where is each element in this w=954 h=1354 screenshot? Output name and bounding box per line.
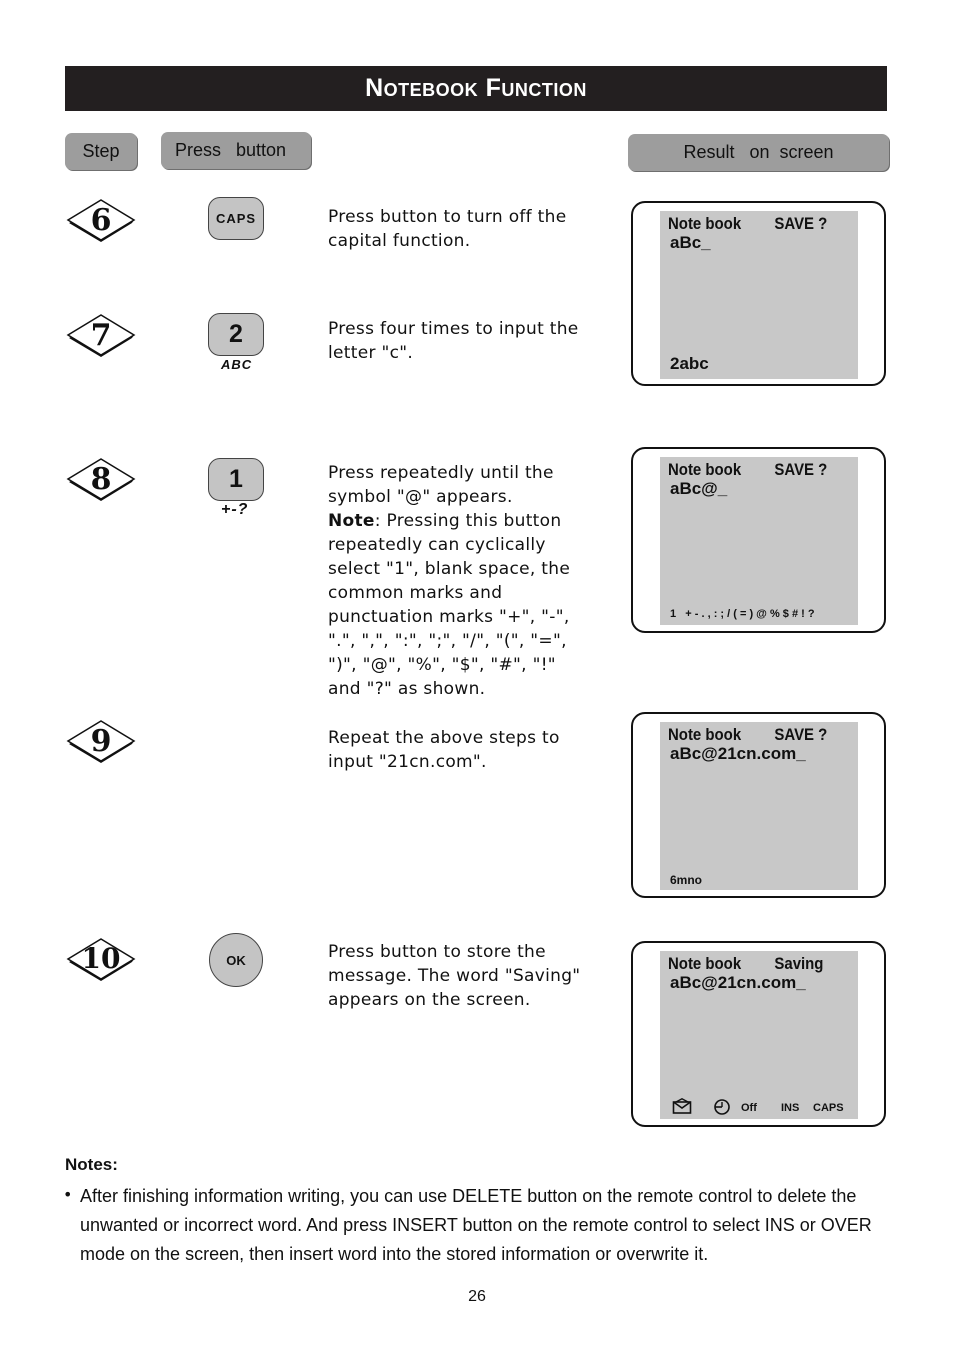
step-8-description	[328, 461, 590, 701]
step-9-badge	[66, 719, 136, 763]
notes-text: After finishing information writing, you can use DELETE button on the remote control to delete the unwanted or incorrect word. And press INSERT button on the remote control to select INS or OVER mode on the screen, then insert word into the stored information or overwrite it.	[80, 1186, 872, 1264]
screen-1-header	[668, 214, 827, 234]
screen-1-status: SAVE ?	[774, 214, 828, 233]
screen-4-mode: Note book	[668, 954, 742, 973]
page-number: 26	[468, 1288, 486, 1305]
step-6-description: Press button to turn off the capital function.	[328, 207, 567, 251]
screen-2-text: aBc@_	[670, 479, 728, 498]
header-press-button	[161, 132, 311, 169]
number-2-button[interactable]	[208, 313, 264, 356]
number-2-button-label: 2	[229, 320, 243, 348]
screen-4-header	[668, 954, 823, 974]
notes-heading: Notes:	[65, 1155, 118, 1174]
step-7-description: Press four times to input the letter "c".	[328, 319, 579, 363]
screen-2-header	[668, 460, 827, 480]
result-screen-4	[631, 941, 886, 1127]
ok-button[interactable]	[209, 933, 263, 987]
page-title-bar	[65, 66, 887, 111]
step-10-number: 10	[81, 942, 121, 975]
step-8-number: 8	[90, 462, 112, 497]
result-screen-2	[631, 447, 886, 633]
screen-4-caps-indicator: CAPS	[813, 1102, 844, 1114]
screen-4-status: Saving	[774, 954, 824, 973]
clock-icon	[711, 1099, 733, 1115]
step-6-number: 6	[90, 203, 112, 238]
step-7-number: 7	[90, 318, 112, 353]
screen-1-mode: Note book	[668, 214, 742, 233]
screen-3-header	[668, 725, 827, 745]
step-10-badge	[66, 937, 136, 981]
screen-4-ins-indicator: INS	[781, 1102, 800, 1114]
caps-button-label: CAPS	[215, 211, 257, 226]
screen-2-footer: 1 + - . , : ; / ( = ) @ % $ # ! ?	[670, 608, 815, 620]
envelope-icon	[672, 1098, 692, 1114]
number-1-button-sublabel: +-?	[221, 501, 249, 518]
result-screen-1	[631, 201, 886, 386]
step-8-note-label: Note	[328, 511, 375, 531]
screen-4-alarm-status: Off	[741, 1102, 757, 1114]
lcd-display-4	[660, 951, 858, 1119]
lcd-display-1	[660, 211, 858, 379]
header-result-label: Result on screen	[683, 142, 834, 162]
number-1-button[interactable]	[208, 458, 264, 501]
screen-1-footer: 2abc	[670, 354, 709, 373]
screen-2-mode: Note book	[668, 460, 742, 479]
notes-bullet: •	[63, 1185, 73, 1204]
screen-3-mode: Note book	[668, 725, 742, 744]
page-title: Notebook Function	[365, 74, 587, 102]
header-step	[65, 133, 137, 170]
screen-2-status: SAVE ?	[774, 460, 828, 479]
lcd-display-2	[660, 457, 858, 625]
result-screen-3	[631, 712, 886, 898]
step-8-badge	[66, 457, 136, 501]
step-9-description: Repeat the above steps to input "21cn.com".	[328, 728, 560, 772]
caps-button[interactable]	[208, 197, 264, 240]
step-8-note-text: : Pressing this button repeatedly can cyclically select "1", blank space, the common marks and punctuation marks "+", "-", ".", ",", ":", ";", "/", "(", "=", ")", "@", "%", "$", "#", "!" and "?" as shown.	[328, 511, 571, 699]
ok-button-label: OK	[226, 952, 246, 968]
step-7-badge	[66, 313, 136, 357]
screen-1-text: aBc_	[670, 233, 711, 252]
screen-3-footer: 6mno	[670, 873, 703, 887]
step-6-badge	[66, 198, 136, 242]
header-press-label: Press button	[175, 140, 287, 160]
step-10-description: Press button to store the message. The word "Saving" appears on the screen.	[328, 942, 581, 1010]
header-result	[628, 134, 889, 171]
screen-3-status: SAVE ?	[774, 725, 828, 744]
number-1-button-label: 1	[229, 465, 243, 493]
screen-3-text: aBc@21cn.com_	[670, 744, 806, 763]
step-9-number: 9	[90, 724, 112, 759]
header-step-label: Step	[82, 141, 120, 161]
number-2-button-sublabel: ABC	[221, 357, 253, 372]
step-8-lead: Press repeatedly until the symbol "@" appears.	[328, 463, 554, 507]
lcd-display-3	[660, 722, 858, 890]
screen-4-text: aBc@21cn.com_	[670, 973, 806, 992]
